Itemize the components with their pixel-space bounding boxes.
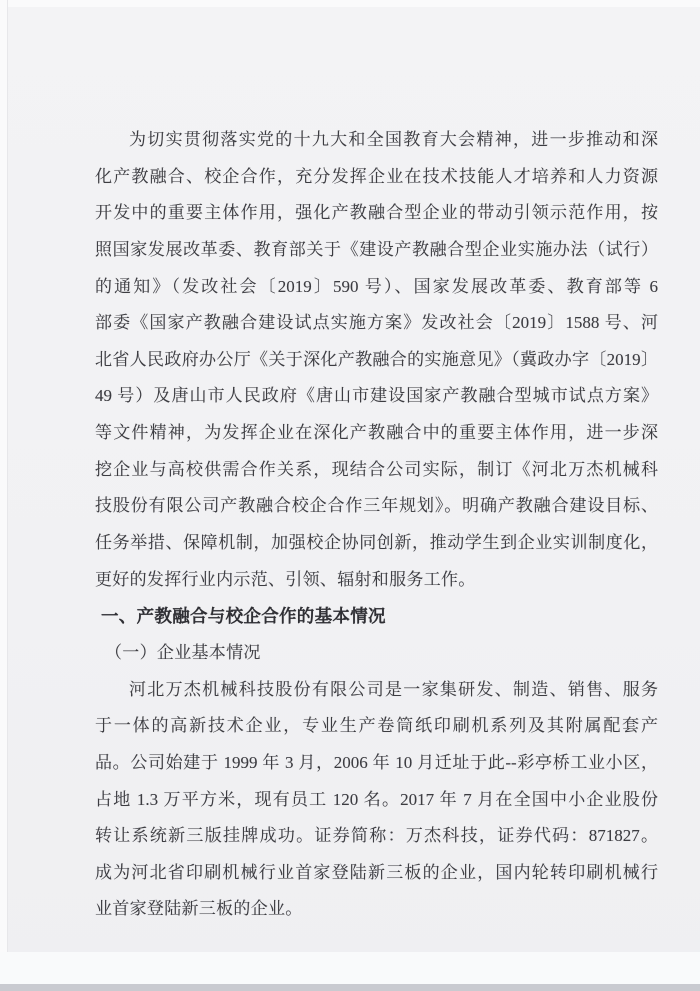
- text-line: 河北万杰机械科技股份有限公司是一家集研发、制造、销售、服务: [129, 679, 658, 699]
- text-line: 更好的发挥行业内示范、引领、辐射和服务工作。: [95, 569, 476, 589]
- text-line: 业首家登陆新三板的企业。: [95, 899, 303, 919]
- text-line: 化产教融合、校企合作，充分发挥企业在技术技能人才培养和人力资源: [95, 166, 658, 186]
- subsection-heading: （一）企业基本情况: [105, 642, 261, 662]
- text-line: 开发中的重要主体作用，强化产教融合型企业的带动引领示范作用，按: [95, 203, 658, 223]
- scan-bottom-edge: [0, 984, 700, 991]
- scan-left-edge: [0, 0, 8, 991]
- text-line: 部委《国家产教融合建设试点实施方案》发改社会〔2019〕1588 号、河: [95, 313, 658, 333]
- text-line: 北省人民政府办公厅《关于深化产教融合的实施意见》（冀政办字〔2019〕: [95, 349, 658, 369]
- text-line: 品。公司始建于 1999 年 3 月，2006 年 10 月迁址于此--彩亭桥工业小区，: [95, 752, 658, 772]
- text-line: 占地 1.3 万平方米，现有员工 120 名。2017 年 7 月在全国中小企业股份: [95, 789, 658, 809]
- text-line: 成为河北省印刷机械行业首家登陆新三板的企业，国内轮转印刷机械行: [95, 862, 658, 882]
- text-line: 照国家发展改革委、教育部关于《建设产教融合型企业实施办法（试行）: [95, 239, 658, 259]
- text-line: 为切实贯彻落实党的十九大和全国教育大会精神，进一步推动和深: [129, 130, 658, 149]
- text-line: 的通知》（发改社会〔2019〕590 号）、国家发展改革委、教育部等 6: [95, 276, 658, 296]
- text-line: 转让系统新三版挂牌成功。证券简称：万杰科技，证券代码：871827。: [95, 826, 658, 846]
- text-line: 等文件精神，为发挥企业在深化产教融合中的重要主体作用，进一步深: [95, 423, 658, 443]
- text-line: 49 号）及唐山市人民政府《唐山市建设国家产教融合型城市试点方案》: [95, 386, 658, 406]
- text-line: 挖企业与高校供需合作关系，现结合公司实际，制订《河北万杰机械科: [95, 459, 658, 479]
- scan-bottom-light-band: [0, 952, 700, 984]
- text-line: 任务举措、保障机制，加强校企协同创新，推动学生到企业实训制度化，: [95, 533, 658, 553]
- document-text: [95, 122, 658, 928]
- scan-top-edge: [0, 0, 700, 7]
- section-heading: 一、产教融合与校企合作的基本情况: [101, 606, 386, 627]
- text-line: 技股份有限公司产教融合校企合作三年规划》。明确产教融合建设目标、: [95, 496, 658, 516]
- text-line: 于一体的高新技术企业，专业生产卷筒纸印刷机系列及其附属配套产: [95, 716, 658, 736]
